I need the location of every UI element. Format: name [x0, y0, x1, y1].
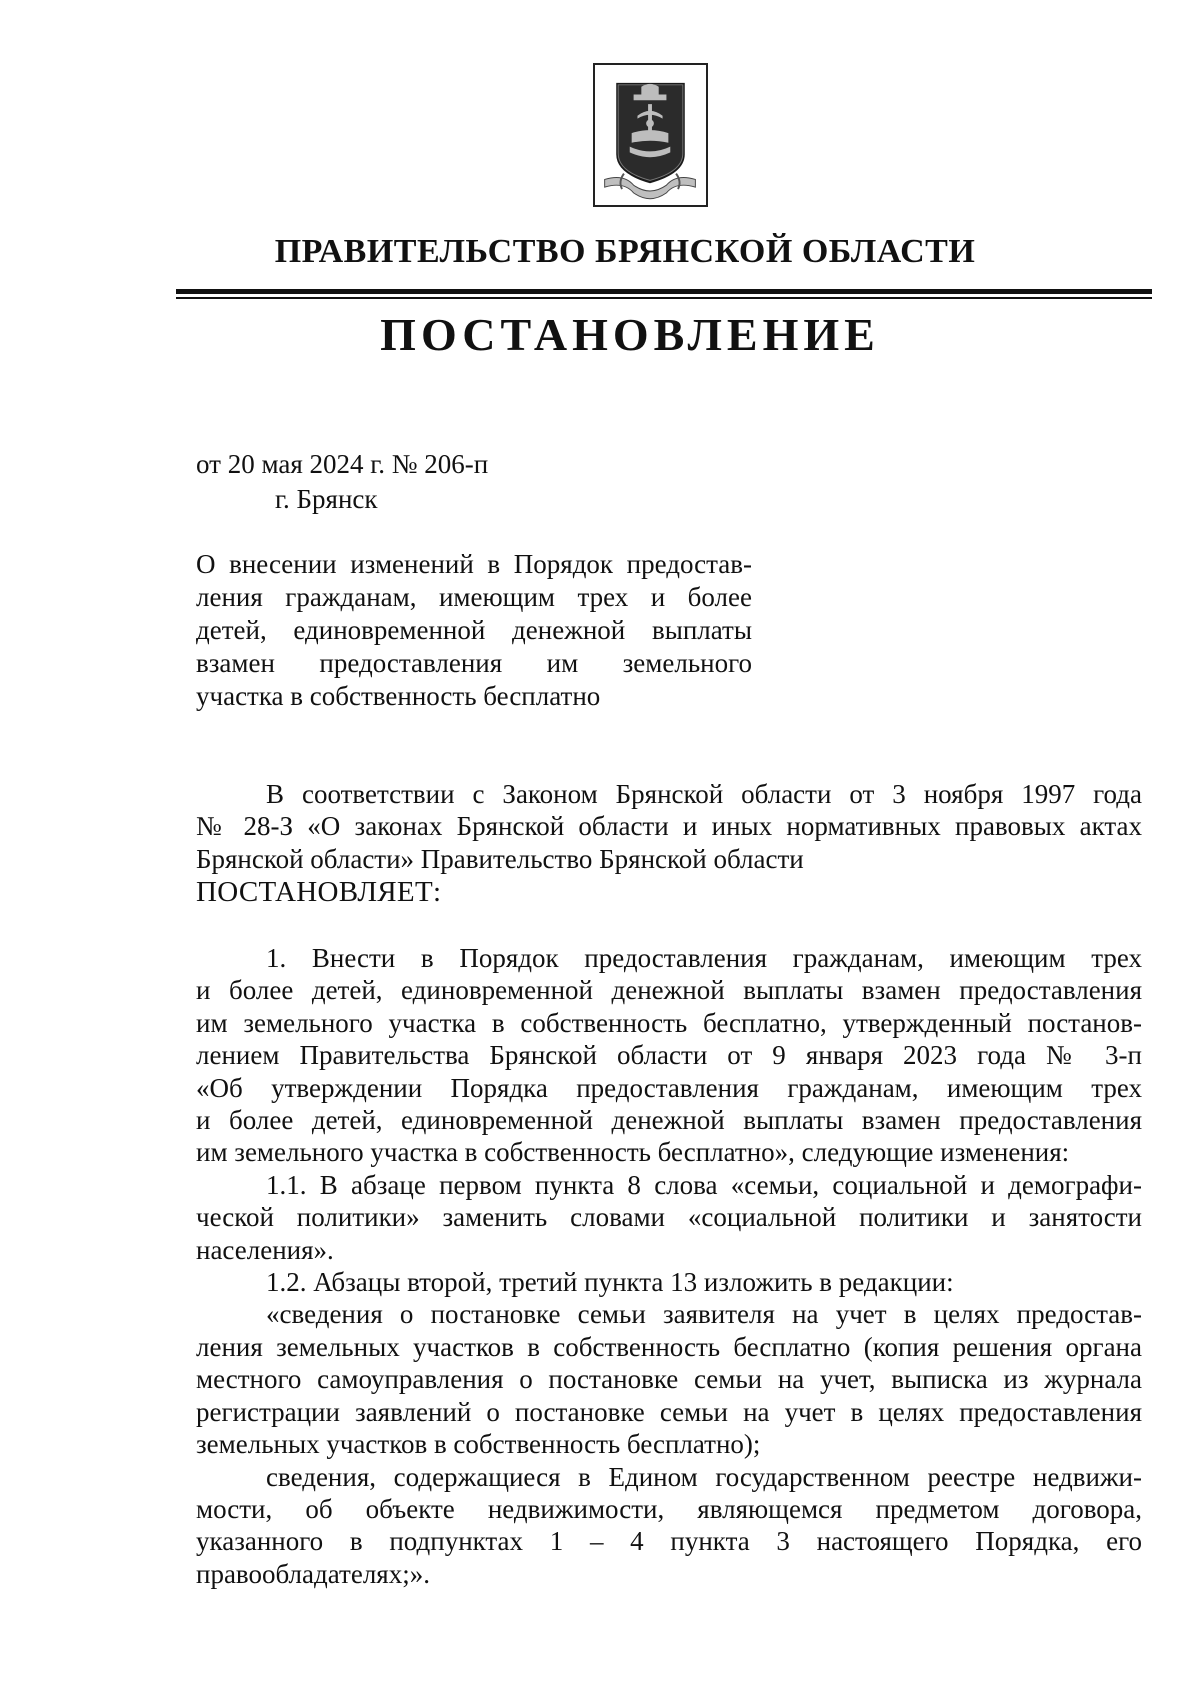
- quote-2-line: мости, об объекте недвижимости, являющемся предметом договора,: [196, 1493, 1142, 1524]
- item-1-1-line: ческой политики» заменить словами «социальной политики и занятости: [196, 1202, 1142, 1233]
- preamble-line: № 28-З «О законах Брянской области и иных нормативных правовых актах: [196, 811, 1142, 842]
- document-subject: [196, 548, 752, 713]
- quote-1-line: регистрации заявлений о постановке семьи на учет в целях предоставления: [196, 1396, 1142, 1427]
- government-title: ПРАВИТЕЛЬСТВО БРЯНСКОЙ ОБЛАСТИ: [274, 233, 976, 270]
- subject-line: О внесении изменений в Порядок предостав-: [196, 549, 752, 579]
- quote-2-line: правообладателях;».: [196, 1558, 430, 1589]
- city: г. Брянск: [275, 484, 378, 514]
- quote-1-line: «сведения о постановке семьи заявителя на учет в целях предостав-: [266, 1299, 1142, 1330]
- resolves-heading: ПОСТАНОВЛЯЕТ:: [196, 876, 442, 908]
- subject-line: ления гражданам, имеющим трех и более: [196, 582, 752, 612]
- item-1-line: «Об утверждении Порядка предоставления гражданам, имеющим трех: [196, 1072, 1142, 1103]
- subject-line: взамен предоставления им земельного: [196, 648, 752, 678]
- item-1-1-line: 1.1. В абзаце первом пункта 8 слова «семьи, социальной и демографи-: [266, 1169, 1142, 1200]
- item-1-line: им земельного участка в собственность бесплатно, утвержденный постанов-: [196, 1007, 1142, 1038]
- preamble-paragraph: [196, 778, 1142, 875]
- item-1-line: им земельного участка в собственность бесплатно», следующие изменения:: [196, 1137, 1070, 1168]
- date-and-number: от 20 мая 2024 г. № 206-п: [196, 449, 489, 479]
- item-1-line: и более детей, единовременной денежной выплаты взамен предоставления: [196, 975, 1142, 1006]
- quote-1-line: ления земельных участков в собственность бесплатно (копия решения органа: [196, 1331, 1142, 1362]
- header-divider-thin: [176, 297, 1152, 299]
- coat-of-arms-emblem: [593, 63, 708, 207]
- header-divider-thick: [176, 289, 1152, 294]
- preamble-line: Брянской области» Правительство Брянской области: [196, 843, 804, 874]
- quote-2-line: указанного в подпунктах 1 – 4 пункта 3 настоящего Порядка, его: [196, 1526, 1142, 1557]
- quote-1-line: местного самоуправления о постановке семьи на учет, выписка из журнала: [196, 1364, 1142, 1395]
- item-1-line: лением Правительства Брянской области от 9 января 2023 года № 3-п: [196, 1040, 1142, 1071]
- item-1-paragraph: [196, 942, 1142, 1590]
- item-1-line: и более детей, единовременной денежной выплаты взамен предоставления: [196, 1105, 1142, 1136]
- subject-line: участка в собственность бесплатно: [196, 681, 601, 711]
- item-1-line: 1. Внести в Порядок предоставления гражданам, имеющим трех: [266, 943, 1142, 973]
- item-1-1-line: населения».: [196, 1234, 334, 1265]
- item-1-2-line: 1.2. Абзацы второй, третий пункта 13 изложить в редакции:: [266, 1267, 954, 1298]
- quote-2-line: сведения, содержащиеся в Едином государственном реестре недвижи-: [266, 1461, 1142, 1492]
- subject-line: детей, единовременной денежной выплаты: [196, 615, 752, 645]
- coat-of-arms-icon: [595, 65, 706, 205]
- document-type-title: ПОСТАНОВЛЕНИЕ: [380, 309, 880, 360]
- quote-1-line: земельных участков в собственность бесплатно);: [196, 1429, 761, 1460]
- preamble-line: В соответствии с Законом Брянской области от 3 ноября 1997 года: [266, 779, 1142, 809]
